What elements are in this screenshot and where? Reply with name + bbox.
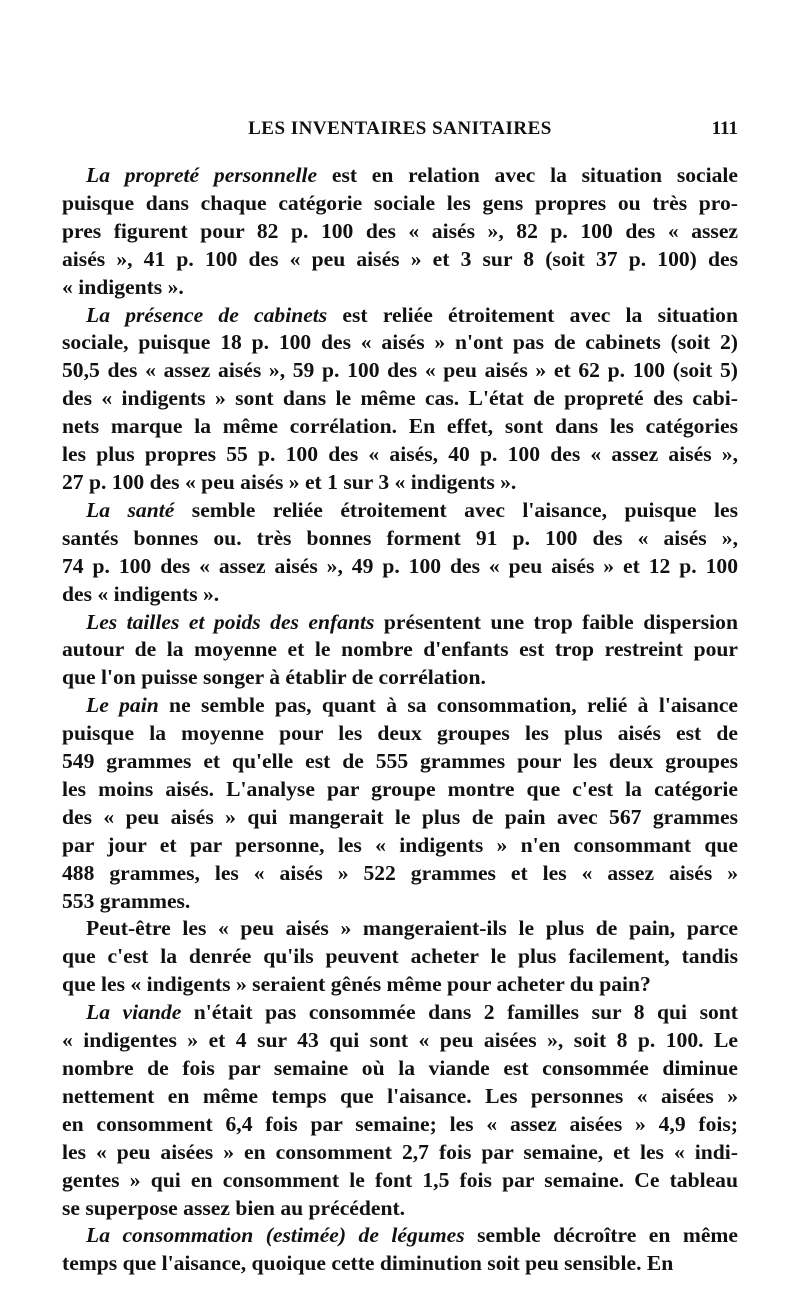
italic-topic: La consommation (estimée) de légumes: [86, 1223, 465, 1248]
text-line: [62, 190, 738, 218]
text-line: [62, 274, 738, 302]
paragraph-first-line: [62, 497, 738, 525]
line-text: des « indigents » sont dans le même cas. L'état de propreté des cabi-: [62, 386, 738, 411]
text-line: [62, 469, 738, 497]
line-text: que l'on puisse songer à établir de corrélation.: [62, 665, 486, 690]
text-line: [62, 664, 738, 692]
line-text: puisque la moyenne pour les deux groupes les plus aisés est de: [62, 721, 738, 746]
line-text: semble décroître en même: [464, 1223, 738, 1248]
text-line: [62, 553, 738, 581]
text-line: [62, 218, 738, 246]
line-text: temps que l'aisance, quoique cette diminution soit peu sensible. En: [62, 1251, 674, 1276]
line-text: se superpose assez bien au précédent.: [62, 1195, 406, 1220]
line-text: n'était pas consommée dans 2 familles sur 8 qui sont: [181, 1000, 738, 1025]
line-text: nettement en même temps que l'aisance. Les personnes « aisées »: [62, 1083, 738, 1108]
italic-topic: La viande: [86, 1000, 182, 1025]
text-line: [62, 329, 738, 357]
line-text: que c'est la denrée qu'ils peuvent acheter le plus facilement, tandis: [62, 944, 738, 969]
line-text: des « indigents ».: [62, 581, 220, 606]
line-text: les moins aisés. L'analyse par groupe montre que c'est la catégorie: [62, 776, 738, 801]
text-line: [62, 413, 738, 441]
text-line: [62, 888, 738, 916]
text-line: [62, 748, 738, 776]
paragraph-first-line: [62, 999, 738, 1027]
line-text: des « peu aisés » qui mangerait le plus de pain avec 567 grammes: [62, 804, 738, 829]
line-text: nombre de fois par semaine où la viande est consommée diminue: [62, 1056, 738, 1080]
body-text: [62, 162, 738, 1278]
line-text: présentent une trop faible dispersion: [374, 609, 738, 634]
text-line: [62, 385, 738, 413]
text-line: [62, 804, 738, 832]
line-text: par jour et par personne, les « indigents » n'en consommant que: [62, 832, 738, 857]
italic-topic: La propreté personnelle: [86, 163, 318, 187]
line-text: ne semble pas, quant à sa consommation, relié à l'aisance: [158, 693, 738, 718]
line-text: « indigentes » et 4 sur 43 qui sont « peu aisées », soit 8 p. 100. Le: [62, 1028, 738, 1053]
paragraph-first-line: [62, 302, 738, 330]
text-line: [62, 1055, 738, 1083]
text-line: [62, 1195, 738, 1223]
text-line: [62, 1167, 738, 1195]
line-text: aisés », 41 p. 100 des « peu aisés » et 3 sur 8 (soit 37 p. 100) des: [62, 246, 738, 271]
text-line: [62, 581, 738, 609]
line-text: semble reliée étroitement avec l'aisance, puisque les: [174, 497, 738, 522]
line-text: puisque dans chaque catégorie sociale les gens propres ou très pro-: [62, 190, 738, 215]
text-line: [62, 1111, 738, 1139]
text-line: [62, 525, 738, 553]
italic-topic: La santé: [86, 497, 175, 522]
paragraph-first-line: [62, 1222, 738, 1250]
italic-topic: La présence de cabinets: [86, 302, 328, 327]
line-text: que les « indigents » seraient gênés même pour acheter du pain?: [62, 972, 651, 997]
line-text: les « peu aisées » en consomment 2,7 fois par semaine, et les « indi-: [62, 1139, 738, 1164]
line-text: nets marque la même corrélation. En effet, sont dans les catégories: [62, 414, 738, 439]
paragraph-first-line: [62, 162, 738, 190]
italic-topic: Les tailles et poids des enfants: [86, 609, 375, 634]
line-text: sociale, puisque 18 p. 100 des « aisés » n'ont pas de cabinets (soit 2): [62, 330, 738, 355]
line-text: gentes » qui en consomment le font 1,5 fois par semaine. Ce tableau: [62, 1167, 738, 1192]
text-line: [62, 357, 738, 385]
line-text: 27 p. 100 des « peu aisés » et 1 sur 3 « indigents ».: [62, 469, 517, 494]
text-line: [62, 1250, 738, 1278]
paragraph-first-line: [62, 692, 738, 720]
line-text: est en relation avec la situation sociale: [317, 163, 738, 187]
text-line: [62, 832, 738, 860]
page-number: 111: [711, 118, 738, 139]
line-text: en consomment 6,4 fois par semaine; les « assez aisées » 4,9 fois;: [62, 1111, 738, 1136]
line-text: 553 grammes.: [62, 888, 191, 913]
text-line: [62, 776, 738, 804]
text-line: [62, 1083, 738, 1111]
text-line: [62, 636, 738, 664]
paragraph-first-line: [62, 609, 738, 637]
text-line: [62, 971, 738, 999]
line-text: 488 grammes, les « aisés » 522 grammes et les « assez aisés »: [62, 860, 738, 885]
text-line: [62, 720, 738, 748]
italic-topic: Le pain: [86, 693, 159, 718]
line-text: est reliée étroitement avec la situation: [327, 302, 738, 327]
line-text: autour de la moyenne et le nombre d'enfants est trop restreint pour: [62, 637, 738, 662]
line-text: santés bonnes ou. très bonnes forment 91 p. 100 des « aisés »,: [62, 525, 738, 550]
text-line: [62, 1027, 738, 1055]
running-title: LES INVENTAIRES SANITAIRES: [248, 118, 552, 139]
text-line: [62, 246, 738, 274]
paragraph-first-line: [62, 915, 738, 943]
text-line: [62, 860, 738, 888]
line-text: « indigents ».: [62, 274, 184, 299]
line-text: les plus propres 55 p. 100 des « aisés, 40 p. 100 des « assez aisés »,: [62, 442, 738, 467]
text-line: [62, 441, 738, 469]
line-text: 74 p. 100 des « assez aisés », 49 p. 100 des « peu aisés » et 12 p. 100: [62, 553, 738, 578]
line-text: 50,5 des « assez aisés », 59 p. 100 des « peu aisés » et 62 p. 100 (soit 5): [62, 358, 738, 383]
line-text: Peut-être les « peu aisés » mangeraient-ils le plus de pain, parce: [86, 916, 738, 941]
text-line: [62, 943, 738, 971]
line-text: 549 grammes et qu'elle est de 555 grammes pour les deux groupes: [62, 749, 738, 774]
running-head: [62, 118, 738, 148]
line-text: pres figurent pour 82 p. 100 des « aisés », 82 p. 100 des « assez: [62, 218, 738, 243]
text-line: [62, 1139, 738, 1167]
